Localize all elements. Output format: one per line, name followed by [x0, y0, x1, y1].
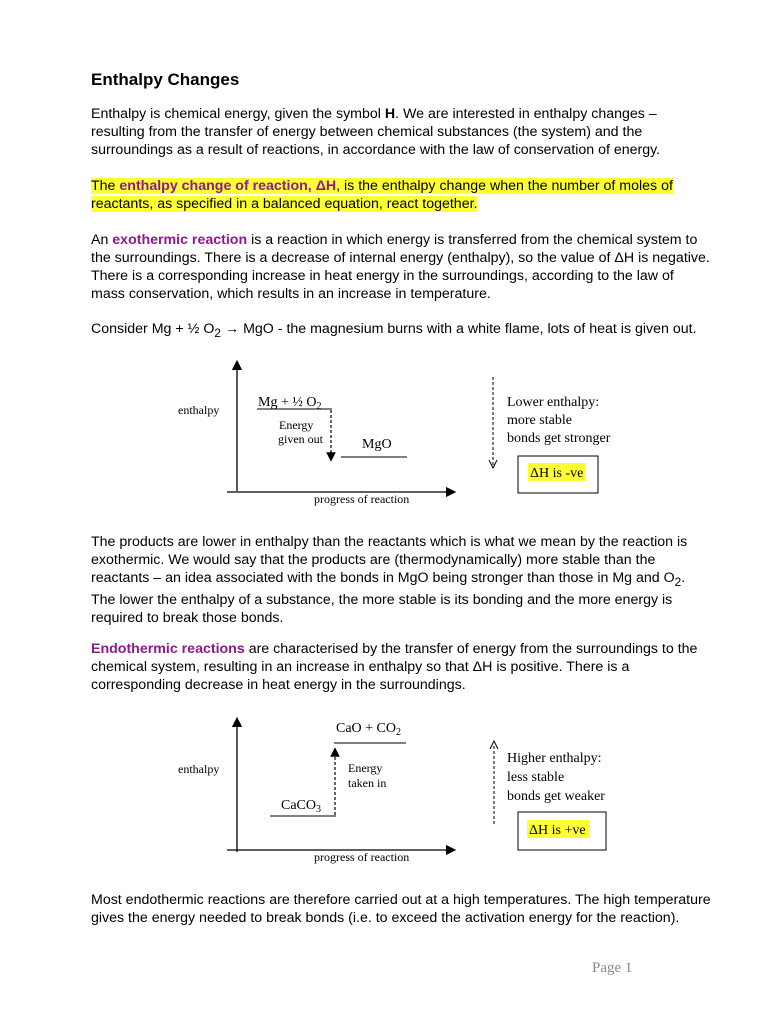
energy-label-1: Energy: [348, 761, 383, 775]
products-paragraph: [91, 533, 711, 627]
products-text-2: . The lower the enthalpy of a substance, the more stable is its bonding and the more energy is required to break those bonds.: [91, 570, 686, 626]
page-title: Enthalpy Changes: [91, 70, 240, 89]
consider-text-1: Consider Mg + ½ O: [91, 321, 215, 337]
y-axis-label: enthalpy: [178, 762, 220, 776]
exothermic-text-2: is a reaction in which energy is transferred from the chemical system to the surroundings. There is a decrease of internal energy (enthalpy), so the value of ΔH is negative. There is a corresponding increase in heat energy in the surroundings, according to the law of mass conservation, which results in an increase in temperature.: [91, 232, 710, 302]
consider-subscript: 2: [214, 325, 222, 340]
definition-paragraph: [91, 177, 711, 213]
page-number: Page 1: [592, 960, 633, 976]
products-label: CaO + $CO_2$: [336, 721, 402, 738]
exothermic-diagram: [0, 355, 768, 515]
enthalpy-symbol: H: [384, 106, 396, 122]
product-label: MgO: [362, 437, 392, 452]
definition-term: enthalpy change of reaction, ΔH: [119, 178, 337, 194]
products-text-1: The products are lower in enthalpy than the reactants which is what we mean by the reaction is exothermic. We would say that the products are (thermodynamically) more stable than the reactants – an idea associated with the bonds in MgO being stronger than those in Mg and O: [91, 534, 688, 586]
side-text-2: more stable: [507, 413, 572, 428]
side-text-2: less stable: [507, 770, 565, 785]
definition-text-2: , is the enthalpy change when the number of moles of reactants, as specified in a balanced equation, react together.: [91, 178, 673, 212]
side-text-3: bonds get weaker: [507, 789, 605, 804]
products-subscript: 2: [674, 574, 682, 589]
endothermic-term: Endothermic reactions: [91, 641, 245, 657]
side-text-3: bonds get stronger: [507, 431, 611, 446]
exothermic-text-1: An: [91, 232, 113, 248]
closing-paragraph: Most endothermic reactions are therefore carried out at a high temperatures. The high temperature gives the energy needed to break bonds (i.e. to exceed the activation energy for the reaction).: [91, 892, 711, 926]
intro-text-2: . We are interested in enthalpy changes – resulting from the transfer of energy between chemical substances (the system) and the surroundings as a result of reactions, in accordance with the law of conservation of energy.: [91, 106, 661, 158]
reactants-label: Mg + ½ $O_2$: [258, 395, 322, 412]
intro-paragraph: [91, 105, 711, 159]
exothermic-paragraph: [91, 231, 711, 303]
definition-text-1: The: [91, 178, 120, 194]
intro-text-1: Enthalpy is chemical energy, given the symbol: [91, 106, 385, 122]
exothermic-term: exothermic reaction: [112, 232, 248, 248]
reaction-arrow-icon: →: [224, 321, 240, 337]
energy-label-1: Energy: [279, 418, 314, 432]
x-axis-label: progress of reaction: [314, 492, 410, 506]
energy-label-2: taken in: [348, 776, 387, 790]
consider-text-2: MgO - the magnesium burns with a white flame, lots of heat is given out.: [239, 321, 697, 337]
delta-h-label: ΔH is -ve: [530, 466, 584, 481]
side-text-1: Lower enthalpy:: [507, 395, 600, 410]
delta-h-label: ΔH is +ve: [529, 823, 586, 838]
reactant-label: CaCO$_3$: [281, 798, 321, 815]
consider-paragraph: [91, 320, 711, 342]
energy-label-2: given out: [278, 432, 323, 446]
endothermic-text: are characterised by the transfer of energy from the surroundings to the chemical system, resulting in an increase in enthalpy so that ΔH is positive. There is a corresponding decrease in heat energy in the surroundings.: [91, 641, 698, 693]
endothermic-diagram: [0, 712, 768, 872]
endothermic-paragraph: [91, 640, 711, 694]
y-axis-label: enthalpy: [178, 403, 220, 417]
x-axis-label: progress of reaction: [314, 850, 410, 864]
side-text-1: Higher enthalpy:: [507, 751, 602, 766]
